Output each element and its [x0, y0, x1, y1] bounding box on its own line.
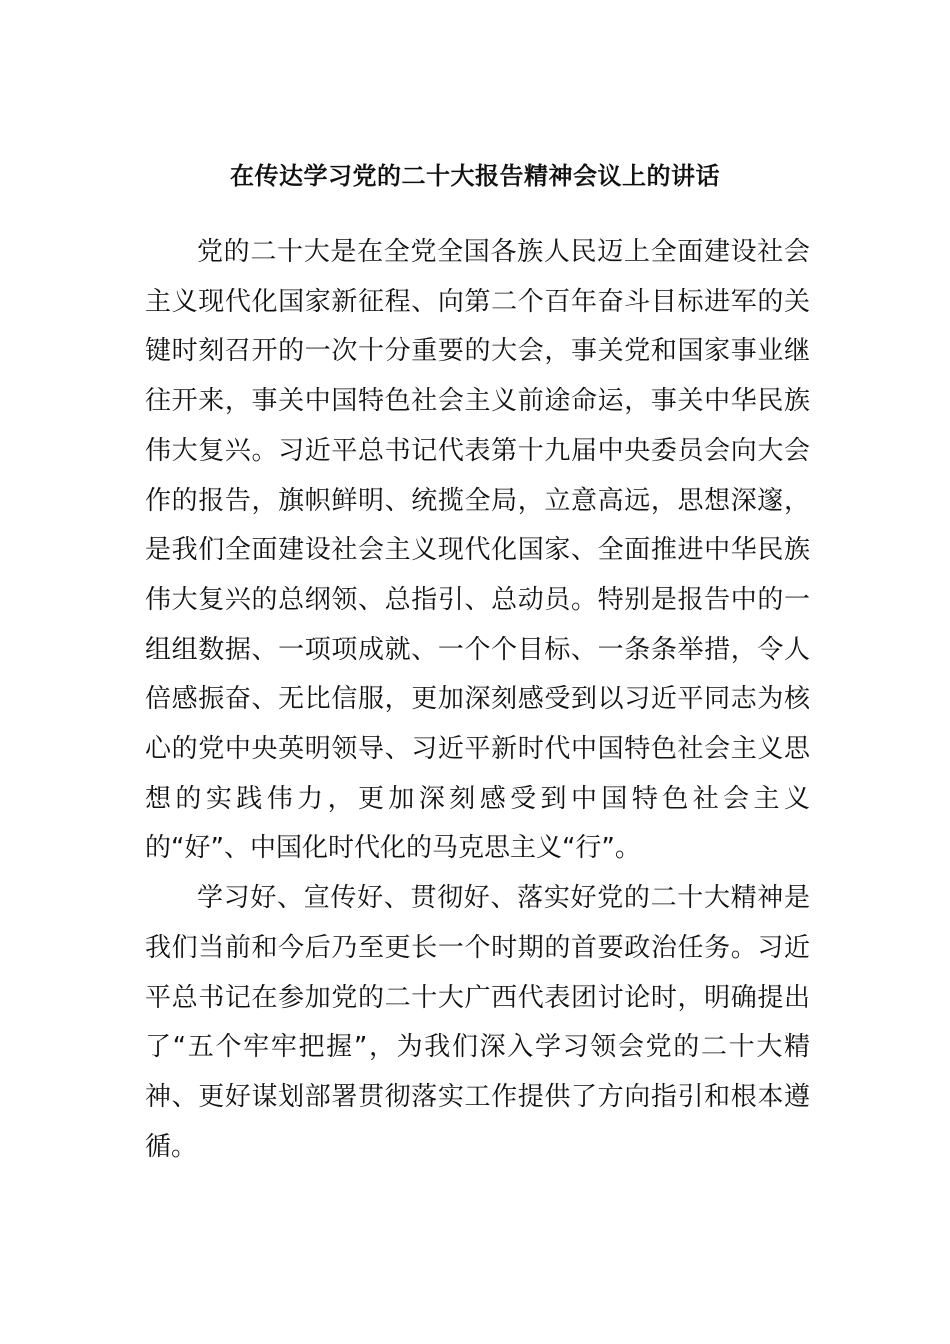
paragraph-2: 学习好、宣传好、贯彻好、落实好党的二十大精神是我们当前和今后乃至更长一个时期的首要政治任务。习近平总书记在参加党的二十大广西代表团讨论时，明确提出了“五个牢牢把握”，为我们深入学习领会党的二十大精神、更好谋划部署贯彻落实工作提供了方向指引和根本遵循。	[145, 883, 810, 1162]
paragraph-1: 党的二十大是在全党全国各族人民迈上全面建设社会主义现代化国家新征程、向第二个百年奋斗目标进军的关键时刻召开的一次十分重要的大会，事关党和国家事业继往开来，事关中国特色社会主义前途命运，事关中华民族伟大复兴。习近平总书记代表第十九届中央委员会向大会作的报告，旗帜鲜明、统揽全局，立意高远，思想深邃，是我们全面建设社会主义现代化国家、全面推进中华民族伟大复兴的总纲领、总指引、总动员。特别是报告中的一组组数据、一项项成就、一个个目标、一条条举措，令人倍感振奋、无比信服，更加深刻感受到以习近平同志为核心的党中央英明领导、习近平新时代中国特色社会主义思想的实践伟力，更加深刻感受到中国特色社会主义的“好”、中国化时代化的马克思主义“行”。	[145, 237, 810, 864]
document-body	[145, 228, 810, 1172]
document-title: 在传达学习党的二十大报告精神会议上的讲话	[230, 162, 720, 190]
